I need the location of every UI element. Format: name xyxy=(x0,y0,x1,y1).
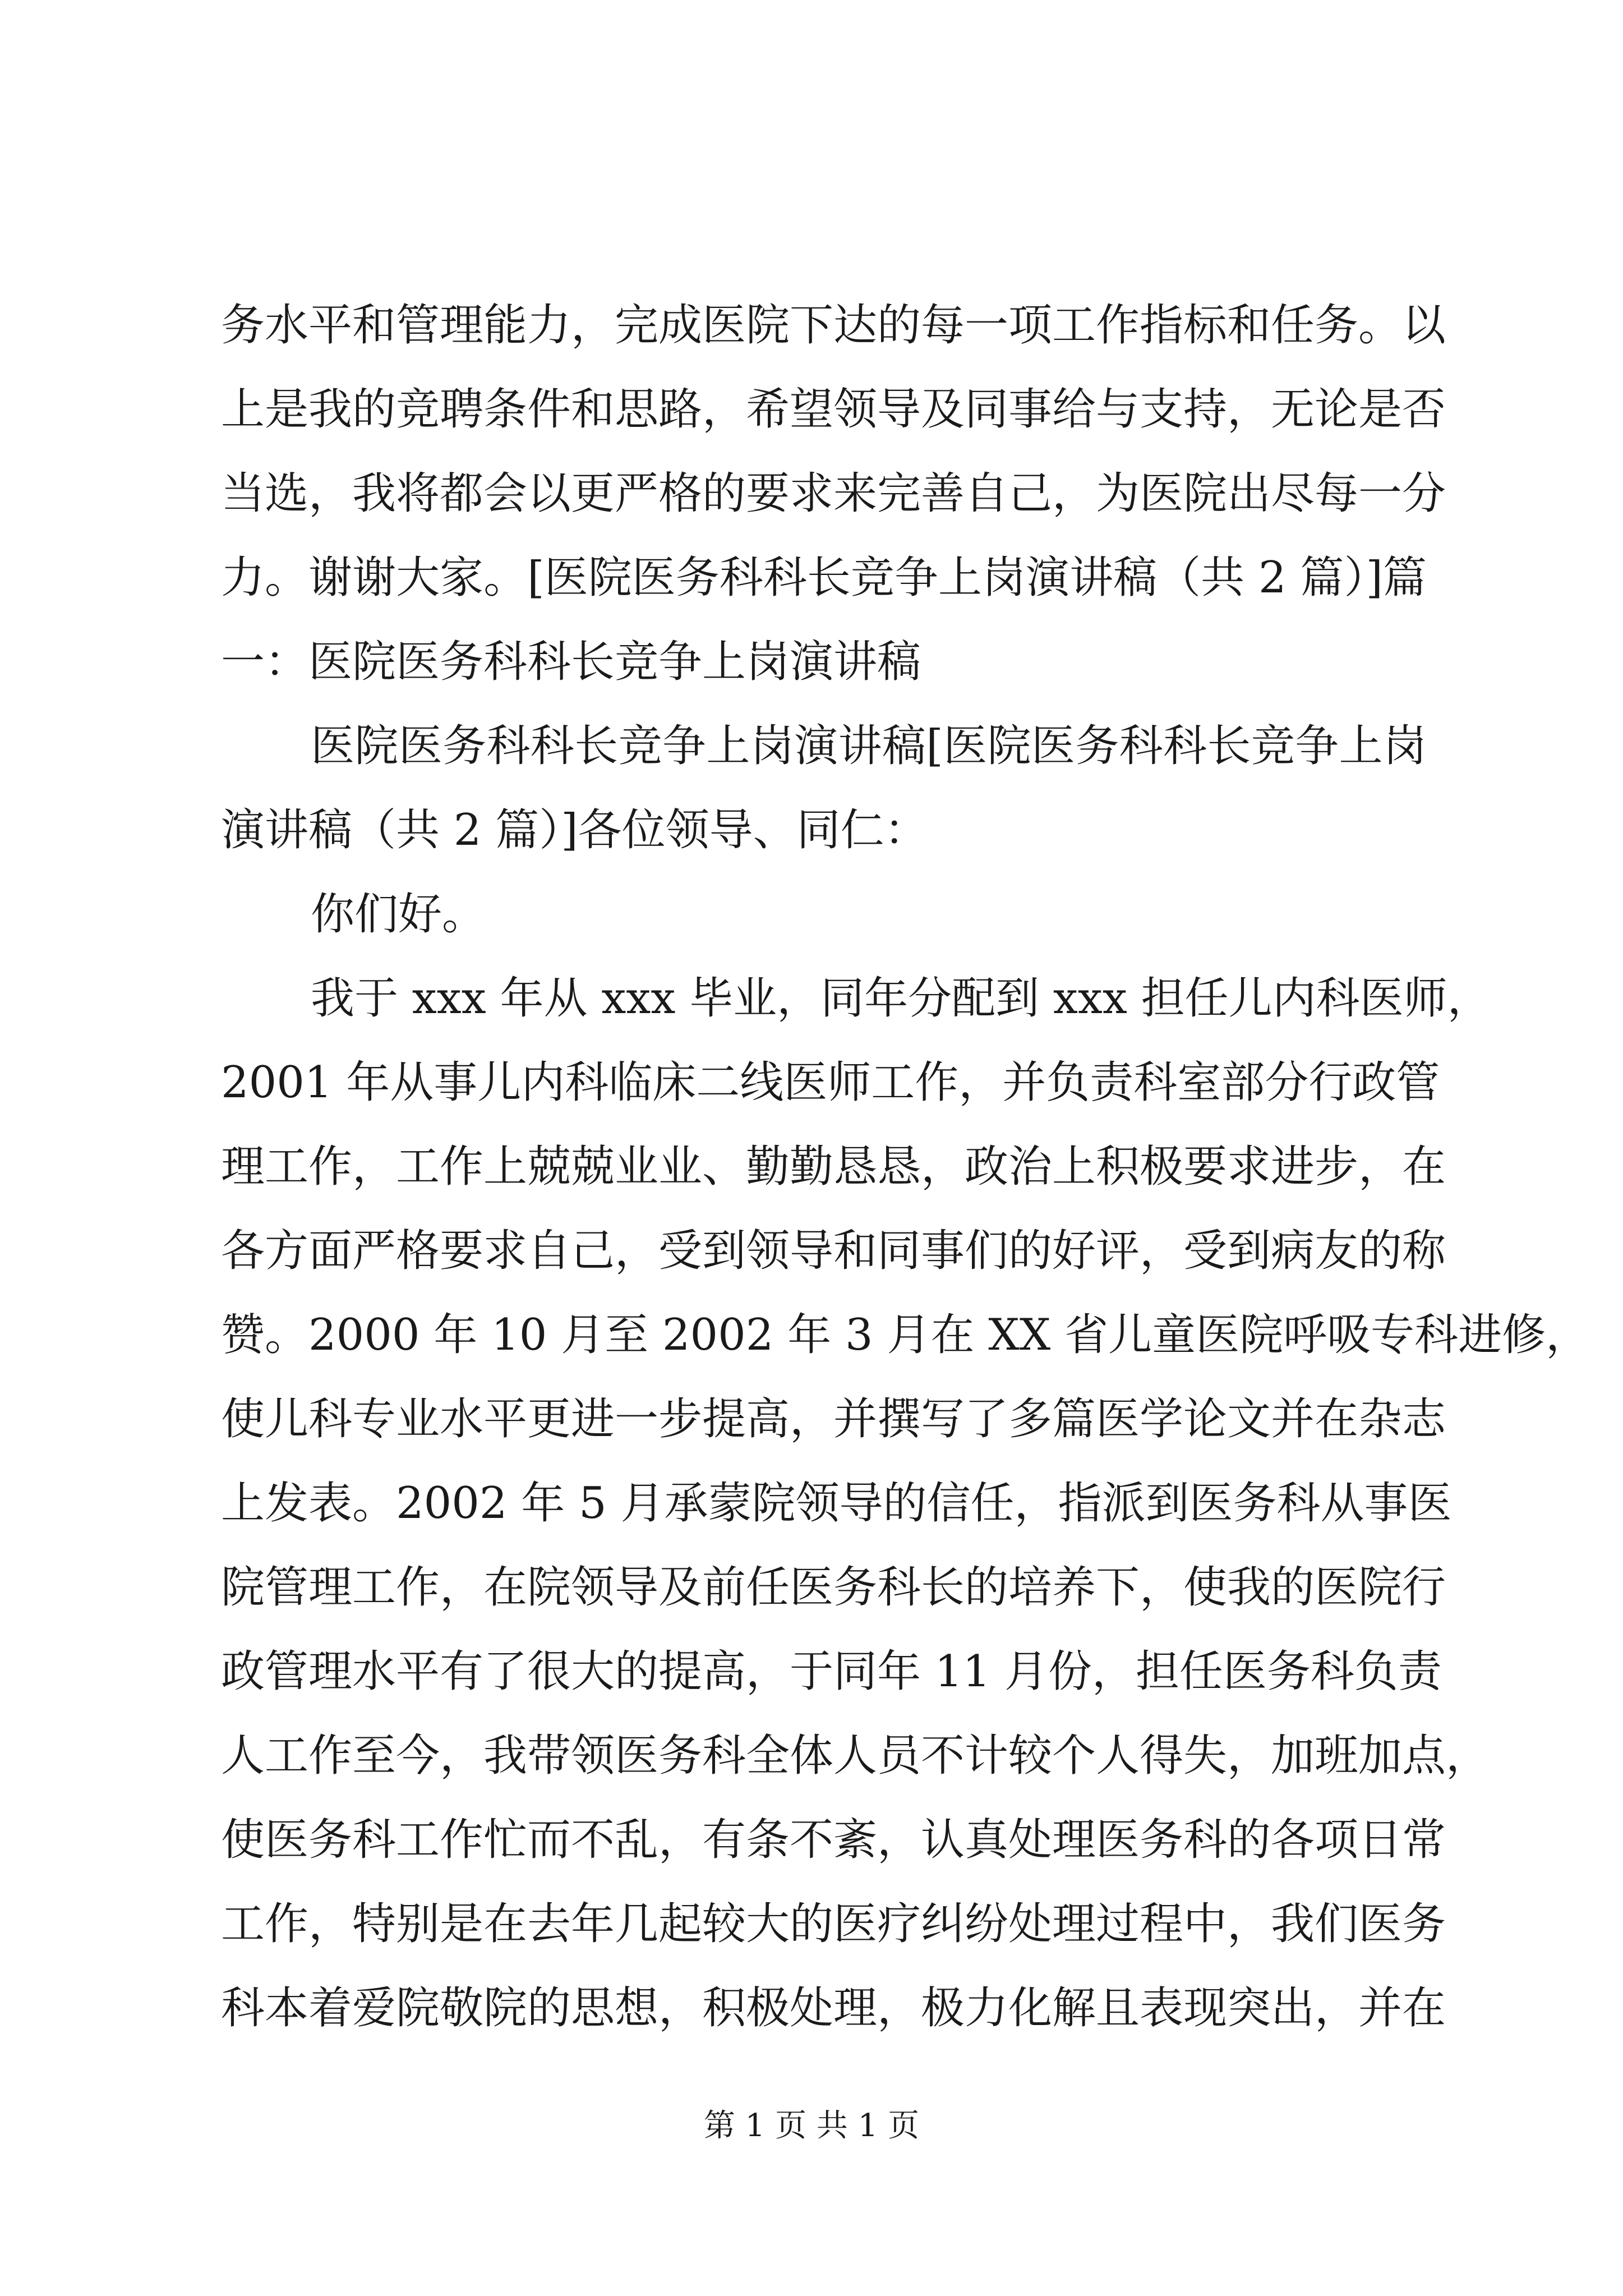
text-line: 力。谢谢大家。[医院医务科科长竞争上岗演讲稿（共 2 篇）]篇 xyxy=(221,553,1427,603)
text-line: 我于 xxx 年从 xxx 毕业，同年分配到 xxx 担任儿内科医师， xyxy=(311,973,1491,1024)
text-line: 人工作至今，我带领医务科全体人员不计较个人得失，加班加点， xyxy=(221,1731,1490,1781)
text-line: 医院医务科科长竞争上岗演讲稿[医院医务科科长竞争上岗 xyxy=(311,721,1427,771)
text-line: 演讲稿（共 2 篇）]各位领导、同仁： xyxy=(221,805,928,855)
text-line: 上发表。2002 年 5 月承蒙院领导的信任，指派到医务科从事医 xyxy=(221,1478,1452,1529)
text-line: 2001 年从事儿内科临床二线医师工作，并负责科室部分行政管 xyxy=(221,1057,1440,1108)
page-footer: 第 1 页 共 1 页 xyxy=(703,2108,920,2144)
text-line: 科本着爱院敬院的思想，积极处理，极力化解且表现突出，并在 xyxy=(221,1983,1446,2033)
text-line: 当选，我将都会以更严格的要求来完善自己，为医院出尽每一分 xyxy=(221,468,1446,519)
text-line: 一：医院医务科科长竞争上岗演讲稿 xyxy=(221,637,921,687)
text-line: 院管理工作，在院领导及前任医务科长的培养下，使我的医院行 xyxy=(221,1562,1446,1613)
text-line: 赞。2000 年 10 月至 2002 年 3 月在 XX 省儿童医院呼吸专科进修， xyxy=(221,1310,1590,1360)
text-line: 政管理水平有了很大的提高，于同年 11 月份，担任医务科负责 xyxy=(221,1646,1442,1697)
text-line: 使医务科工作忙而不乱，有条不紊，认真处理医务科的各项日常 xyxy=(221,1815,1446,1865)
text-line: 工作，特别是在去年几起较大的医疗纠纷处理过程中，我们医务 xyxy=(221,1899,1446,1949)
text-line: 务水平和管理能力，完成医院下达的每一项工作指标和任务。以 xyxy=(221,300,1446,351)
text-line: 使儿科专业水平更进一步提高，并撰写了多篇医学论文并在杂志 xyxy=(221,1394,1446,1444)
body-text xyxy=(221,283,1590,2050)
text-line: 各方面严格要求自己，受到领导和同事们的好评，受到病友的称 xyxy=(221,1226,1446,1276)
text-line: 理工作，工作上兢兢业业、勤勤恳恳，政治上积极要求进步，在 xyxy=(221,1142,1446,1192)
text-line: 你们好。 xyxy=(311,889,486,940)
text-line: 上是我的竞聘条件和思路，希望领导及同事给与支持，无论是否 xyxy=(221,384,1446,435)
